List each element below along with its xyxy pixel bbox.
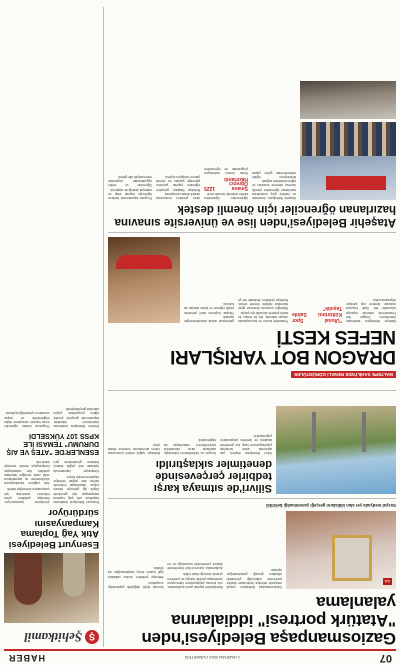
second-headline: Silivri'de sıtmaya karşı tedbirler çerçevesinde denetimler sıklaştırıldı: [153, 458, 272, 494]
dragon-boat-photo: [108, 237, 180, 323]
paragraph: Sınav öncesi motivasyon programları ile öğrencilerin stres yönetimi konusunda destek alması amaçlandı.: [156, 166, 248, 200]
banner-shape: [326, 176, 386, 190]
logo-icon: Ş: [85, 630, 99, 644]
dragon-body: [184, 237, 396, 323]
paragraph: Kampanya kapsamında toplanan atık yağlar lisanslı tesislere gönderilerek geri dönüşüme kazandırılıyor. Belediye yetkilileri çevre bilincinin artırılması için çalışmaların süreceğini belirtti.: [4, 460, 99, 504]
paragraph: Belediye Başkanı, gençlerin eğitimine yapılan yatırımın geleceğe yapılan en önemli yatırım olduğunu söyledi.: [156, 174, 200, 192]
lamp-post: [312, 412, 316, 452]
lead-headline: Gaziosmanpaşa Belediyesi'nden "Atatürk portresi" iddialarına yalanlama: [141, 593, 396, 648]
paragraph: Atık yağların kanalizasyona dökülmesinin su kaynaklarına ciddi zarar verdiğini hatırlatan yetkililer, tüm vatandaşları kampanyaya destek vermeye davet etti.: [4, 460, 50, 486]
divider: [108, 498, 396, 499]
lead-body: [108, 511, 282, 589]
paragraph: Öğrenciler ve veliler uygulamadan duydukları memnuniyeti dile getirdi.: [108, 174, 152, 188]
paragraph: Ataşehir Belediyesi, üniversite ve liselere giriş sınavlarına hazırlanan öğrencilere yönelik ücretsiz deneme sınavları ve eğitim destekleri sağladı.: [252, 179, 296, 200]
box-headline: Sınava 1225 Öğrenci Hazırlandı: [204, 176, 248, 191]
logo-text: Şehitkamil: [24, 630, 82, 645]
dragon-headline: DRAGON BOT YARIŞLARI NEFES KESTİ: [170, 326, 396, 367]
header-rule: [4, 649, 396, 651]
lead-subhead: Sosyal medyada yer alan iddiaların gerçeği yansıtmadığı belirtildi: [266, 503, 396, 508]
page-number: 07: [379, 652, 392, 664]
side-subhead-body: [4, 407, 99, 428]
paragraph: Açıklamada, kurumun tüm birimlerinde Atatürk portrelerinin bulunduğu ve bu konuda hiçbir değişiklik yapılmadığı vurgulandı.: [108, 561, 223, 589]
side-photo: [4, 553, 99, 623]
divider: [108, 232, 396, 233]
paragraph: Yarışlar boyunca sahil şeridinde çeşitli eğlence ve ikram alanları da kuruldu.: [184, 302, 234, 315]
paragraph: Festivalde kurum ve kuruluşlardan oluşan takımlar, tek bir tempo ile kürek çekerek birincilik için yarıştı.: [238, 310, 288, 323]
masthead-logo: [4, 627, 99, 647]
story-kicker: MALTEPE SAHİLİ'NDE RENKLİ GÖRÜNTÜLER: [291, 371, 396, 378]
person-shape: [63, 553, 85, 597]
side-body: [4, 459, 99, 504]
paragraph: Belediyenin eğitim merkezlerinde görev yapan öğretmenler, öğrencilere birebir rehberlik hizmeti verdi.: [204, 170, 296, 200]
lead-story: [108, 503, 396, 647]
students-photo: [300, 122, 396, 200]
side-headline: Esenyurt Belediyesi Atık Yağ Toplama Kampanyasını sürdürüyor: [8, 507, 99, 550]
side-subhead: ESENLER'DE "ATEŞ VE AIŞ DURUMU" TEMASI İLE KPSS 107 YÜKSELDİ: [6, 431, 99, 455]
paragraph: Silivri Belediyesi ekipleri, yaz aylarında artan sivrisinek popülasyonuna karşı ilçe genelinde ilaçlama ve denetim çalışmalarını yoğunlaştırdı.: [220, 434, 272, 455]
pull-quote: "Ulusal Spor Kültürünü Sahile Taşıdık": [292, 305, 342, 323]
bottom-headline: Ataşehir Belediyesi'nden lise ve üniversite sınavına hazırlanan öğrenciler için önemli destek: [114, 203, 396, 228]
paragraph: Esenler Belediyesi tarafından düzenlenen etkinlikler kapsamında gençlere yönelik eğitim programları yoğun katılımla gerçekleştirildi.: [53, 407, 99, 428]
paragraph: Durgun su birikintilerinin bulunduğu alanlarda larva mücadelesi sürdürülürken, vatandaşlar da bilgilendirildi.: [164, 438, 216, 455]
crowd-shape: [300, 122, 396, 156]
paragraph: Program kapsamında binlerce öğrenciye kaynak kitap ve materyal desteği de ulaştırıldı.: [108, 187, 152, 200]
bottom-story: [108, 81, 396, 228]
page-header: [0, 651, 400, 665]
paragraph: Belediye, sağlık riskleri konusunda önlem alınmasının önemine dikkat çekti.: [108, 442, 160, 455]
second-story: [108, 395, 396, 494]
classroom-photo: [300, 81, 396, 119]
bottom-body: [108, 82, 296, 200]
divider: [108, 390, 396, 391]
lead-photo: [286, 511, 396, 589]
street-photo: [276, 406, 396, 494]
paragraph: Programa katılan öğrenciler sınav hazırlık süreçlerine ilişkin bilgilendirildi ve başarı oranlarının yükseldiği açıklandı.: [4, 411, 50, 428]
paragraph: Etkinliğin sonunda dereceye giren takımlara ödülleri törenle verildi. Belediye yetkilileri, festivalin her yıl geleneksel olarak düzenleneceğini açıkladı.: [184, 297, 288, 323]
paragraph: Gaziosmanpaşa Belediyesi, sosyal medyada belediye binasından Atatürk portresinin kaldırıldığı yönündeki iddiaların gerçeği yansıtmadığını açıkladı.: [226, 568, 282, 589]
dragon-story: [108, 237, 396, 386]
main-area: [108, 7, 396, 647]
paragraph: Esenyurt Belediyesi tarafından başlatılan atık yağ toplama kampanyası ilçe genelinde büyük ilgi görmeye devam ediyor. Vatandaşlar evlerinde biriken atık yağları belediye ekiplerine teslim ediyor.: [53, 474, 99, 504]
lamp-post: [362, 412, 366, 452]
portrait-frame: [332, 535, 372, 581]
second-body: [108, 395, 272, 455]
dateline: 1 HAZİRAN 2024 CUMARTESİ: [184, 655, 241, 661]
paragraph: Belediye yetkilileri, asılsız iddialarla ilgili hukuki süreç başlatılacağını da bildirdi.: [108, 566, 164, 579]
person-shape: [14, 553, 42, 605]
paragraph: Maltepe Belediyesi tarafından düzenlenen Dragon Bot Festivali'nde takımlar kıyasıya mücadele etti. Sahil boyunca toplanan binlerce kişi yarışları heyecanla izledi.: [346, 297, 396, 323]
paragraph: Belediyeden yapılan yazılı açıklamada, söz konusu paylaşımların kamuoyunu yanıltmaya yönelik olduğu ve portrenin yerinde durduğu ifade edildi.: [167, 572, 223, 589]
photo-badge: AA: [384, 579, 390, 584]
section-label: HABER: [8, 653, 46, 663]
boat-shape: [116, 255, 172, 269]
side-column: [4, 7, 104, 647]
